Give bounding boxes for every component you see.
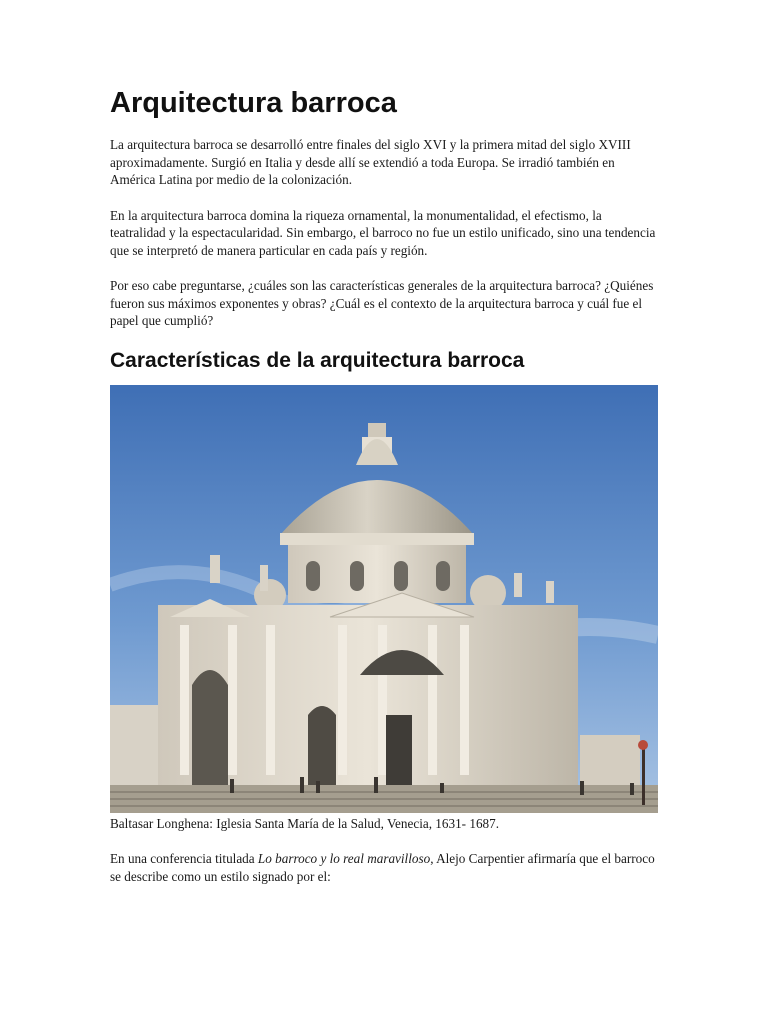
closing-text-end: , Alejo Carpentier afirmaría que el barroco se describe como un estilo signado por el: — [110, 851, 655, 884]
page-title: Arquitectura barroca — [110, 87, 397, 119]
intro-paragraph-3: Por eso cabe preguntarse, ¿cuáles son las características generales de la arquitectura barroca? ¿Quiénes fueron sus máximos exponentes y obras? ¿Cuál es el contexto de la arquitectura barroca y cuál fue el papel que cumplió? — [110, 278, 654, 328]
church-photo — [110, 385, 658, 813]
closing-paragraph — [110, 850, 658, 885]
image-caption: Baltasar Longhena: Iglesia Santa María de la Salud, Venecia, 1631- 1687. — [110, 815, 500, 831]
document-body — [110, 86, 658, 903]
conference-title: Lo barroco y lo real maravilloso — [257, 851, 431, 866]
section-heading: Características de la arquitectura barroca — [110, 348, 525, 372]
intro-paragraph-2: En la arquitectura barroca domina la riqueza ornamental, la monumentalidad, el efectismo, la teatralidad y la espectacularidad. Sin embargo, el barroco no fue un estilo unificado, sino una tendencia que se interpretó de manera particular en cada país y región. — [110, 207, 656, 258]
closing-text-start: En una conferencia titulada — [110, 851, 258, 866]
intro-paragraph-1: La arquitectura barroca se desarrolló entre finales del siglo XVI y la primera mitad del siglo XVIII aproximadamente. Surgió en Italia y desde allí se extendió a toda Europa. Se irradió también en América Latina por medio de la colonización. — [110, 137, 631, 187]
